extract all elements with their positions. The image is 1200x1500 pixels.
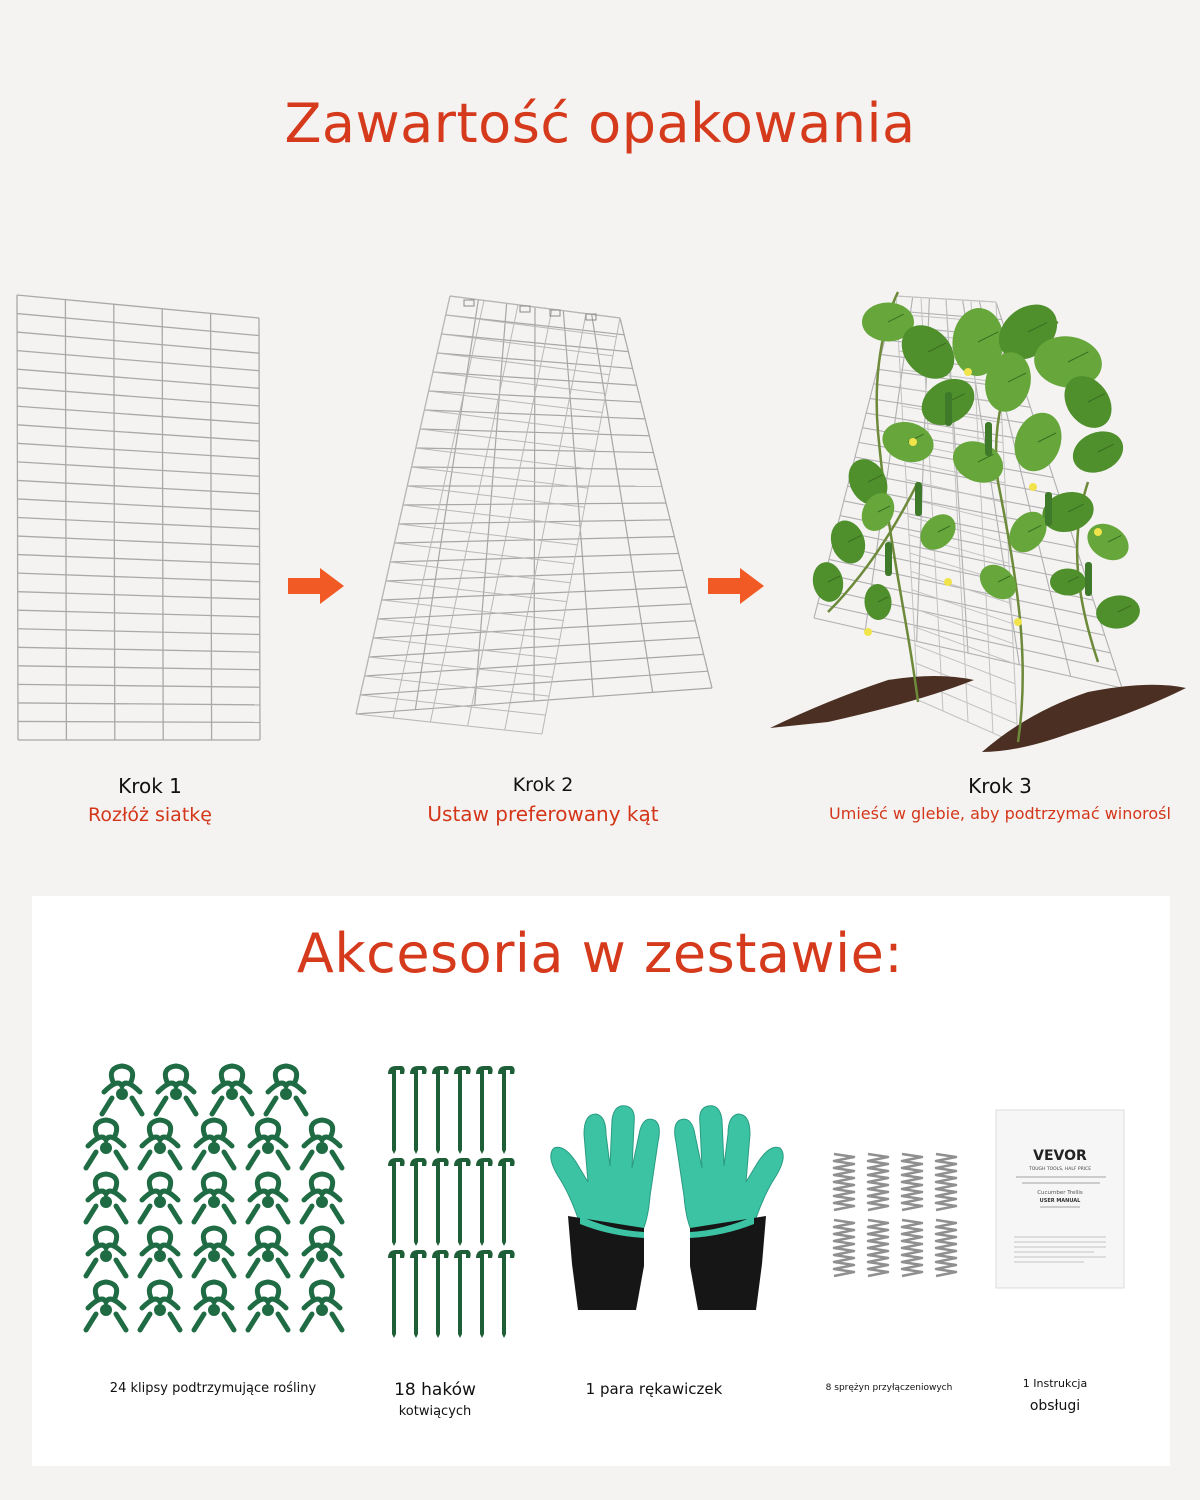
anchor-hook bbox=[388, 1158, 405, 1246]
plant-clip bbox=[302, 1174, 342, 1222]
step-description: Rozłóż siatkę bbox=[88, 804, 212, 826]
plant-clip bbox=[212, 1066, 252, 1114]
caption-line: 18 haków bbox=[394, 1380, 476, 1400]
anchor-hook bbox=[410, 1250, 427, 1338]
caption-line: kotwiących bbox=[398, 1404, 472, 1419]
plant-clip bbox=[194, 1120, 234, 1168]
accessory-caption-springs bbox=[804, 1383, 974, 1393]
spring bbox=[868, 1220, 888, 1276]
accessories-title: Akcesoria w zestawie: bbox=[296, 922, 904, 985]
plant-clip bbox=[302, 1228, 342, 1276]
anchor-hook bbox=[388, 1066, 405, 1154]
anchor-hook bbox=[454, 1066, 471, 1154]
right-arrow-icon bbox=[708, 566, 766, 606]
spring-icon bbox=[826, 1150, 966, 1284]
plant-clip bbox=[248, 1174, 288, 1222]
caption-line: 1 Instrukcja bbox=[1022, 1377, 1088, 1390]
glove-icon bbox=[540, 1104, 794, 1318]
plant-clip bbox=[248, 1120, 288, 1168]
mesh-panel-flat bbox=[14, 292, 264, 744]
anchor-hook bbox=[476, 1158, 493, 1246]
plant-clip bbox=[194, 1282, 234, 1330]
anchor-hook bbox=[410, 1158, 427, 1246]
spring bbox=[834, 1220, 854, 1276]
anchor-hook bbox=[476, 1066, 493, 1154]
page-title: Zawartość opakowania bbox=[284, 92, 916, 155]
spring bbox=[936, 1154, 956, 1210]
plant-clip bbox=[266, 1066, 306, 1114]
anchor-hook-icon bbox=[378, 1062, 518, 1340]
right-arrow-icon bbox=[288, 566, 346, 606]
plant-clip bbox=[302, 1282, 342, 1330]
accessory-caption-hooks bbox=[360, 1380, 510, 1419]
spring bbox=[868, 1154, 888, 1210]
plant-clip bbox=[140, 1174, 180, 1222]
anchor-hook bbox=[410, 1066, 427, 1154]
step-label: Krok 2 bbox=[512, 774, 574, 796]
manual-product: Cucumber Trellis bbox=[1037, 1190, 1083, 1196]
plant-clip bbox=[194, 1228, 234, 1276]
manual-tagline: TOUGH TOOLS, HALF PRICE bbox=[1028, 1167, 1092, 1172]
caption-line: obsługi bbox=[1029, 1398, 1081, 1414]
step-label: Krok 3 bbox=[968, 774, 1032, 798]
step-2 bbox=[400, 774, 686, 826]
plant-clip bbox=[86, 1282, 126, 1330]
mesh-a-frame bbox=[352, 292, 714, 738]
anchor-hook bbox=[498, 1066, 515, 1154]
step-3 bbox=[800, 774, 1200, 823]
step-description: Umieść w glebie, aby podtrzymać winorośl bbox=[829, 804, 1171, 823]
accessory-caption-gloves bbox=[554, 1380, 754, 1398]
plant-clip bbox=[86, 1120, 126, 1168]
accessory-caption-manual bbox=[1000, 1377, 1110, 1414]
anchor-hook bbox=[432, 1250, 449, 1338]
anchor-hook bbox=[476, 1250, 493, 1338]
plant-clip bbox=[302, 1120, 342, 1168]
anchor-hook bbox=[432, 1066, 449, 1154]
anchor-hook bbox=[432, 1158, 449, 1246]
plant-clip bbox=[86, 1228, 126, 1276]
spring bbox=[936, 1220, 956, 1276]
anchor-hook bbox=[498, 1250, 515, 1338]
step-description: Ustaw preferowany kąt bbox=[427, 802, 659, 826]
plant-clip bbox=[86, 1174, 126, 1222]
step-1 bbox=[40, 774, 260, 826]
accessory-caption-clips bbox=[88, 1381, 338, 1396]
plant-clip bbox=[140, 1228, 180, 1276]
spring bbox=[902, 1220, 922, 1276]
spring bbox=[834, 1154, 854, 1210]
spring bbox=[902, 1154, 922, 1210]
plant-clip bbox=[194, 1174, 234, 1222]
manual-doc: USER MANUAL bbox=[1039, 1198, 1081, 1204]
plant-clip-icon bbox=[80, 1062, 350, 1352]
plant-clip bbox=[102, 1066, 142, 1114]
trellis-with-cucumber-plant bbox=[768, 282, 1188, 756]
caption-line: 1 para rękawiczek bbox=[585, 1380, 723, 1398]
plant-clip bbox=[140, 1282, 180, 1330]
anchor-hook bbox=[454, 1250, 471, 1338]
plant-clip bbox=[248, 1282, 288, 1330]
plant-clip bbox=[248, 1228, 288, 1276]
step-label: Krok 1 bbox=[118, 774, 182, 798]
plant-clip bbox=[140, 1120, 180, 1168]
manual-brand: VEVOR bbox=[1033, 1148, 1087, 1164]
plant-clip bbox=[156, 1066, 196, 1114]
manual-booklet-icon bbox=[996, 1110, 1126, 1290]
anchor-hook bbox=[388, 1250, 405, 1338]
anchor-hook bbox=[498, 1158, 515, 1246]
caption-line: 24 klipsy podtrzymujące rośliny bbox=[109, 1381, 317, 1396]
anchor-hook bbox=[454, 1158, 471, 1246]
caption-line: 8 sprężyn przyłączeniowych bbox=[825, 1383, 953, 1393]
